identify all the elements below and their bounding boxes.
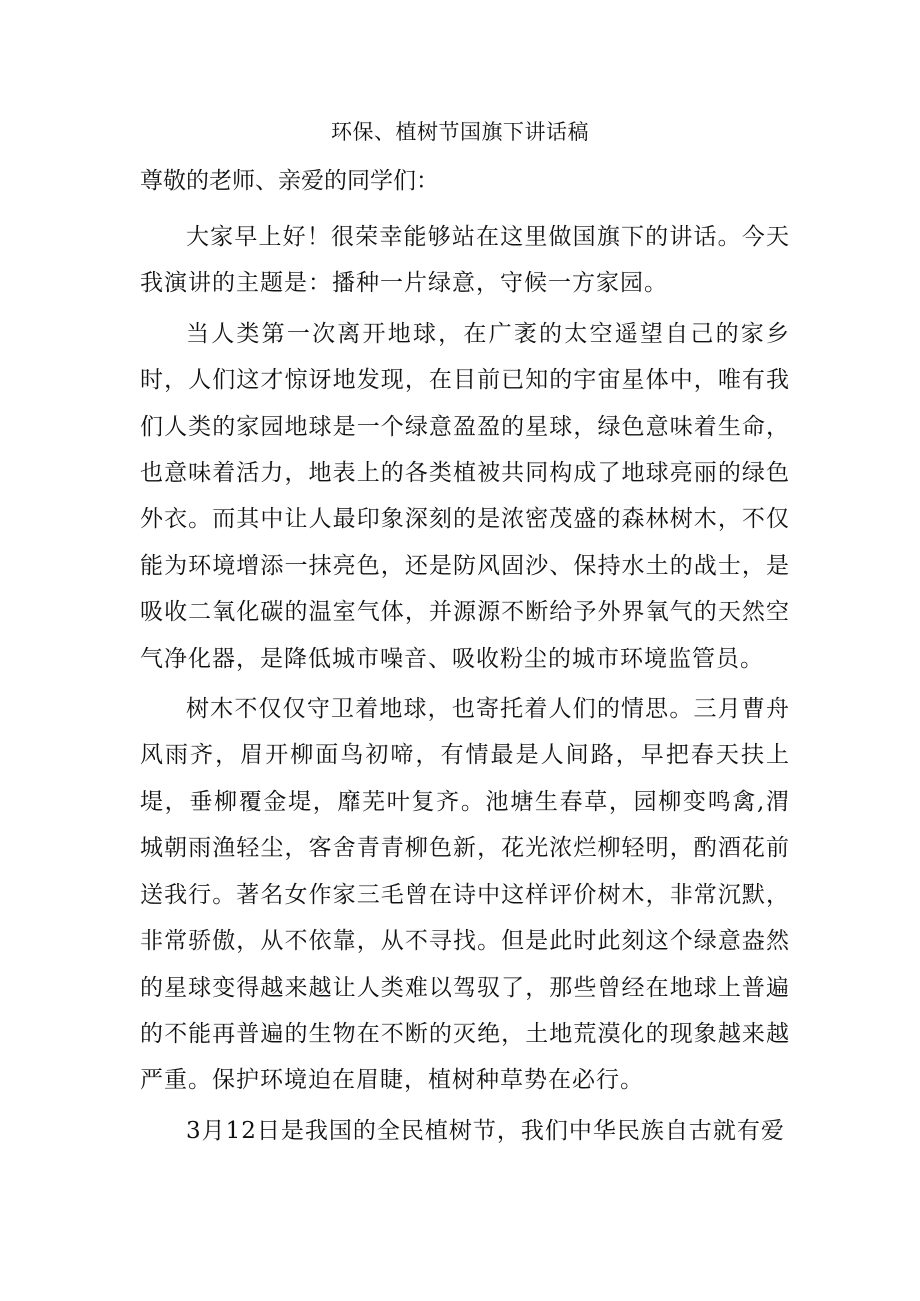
document-body: [140, 158, 790, 1154]
paragraph-greeting: 大家早上好！很荣幸能够站在这里做国旗下的讲话。今天我演讲的主题是：播种一片绿意，守候一方家园。: [140, 224, 790, 297]
salutation: 尊敬的老师、亲爱的同学们：: [140, 168, 439, 194]
paragraph-green-earth: 当人类第一次离开地球，在广袤的太空遥望自己的家乡时，人们这才惊讶地发现，在目前已知的宇宙星体中，唯有我们人类的家园地球是一个绿意盈盈的星球，绿色意味着生命，也意味着活力，地表上的各类植被共同构成了地球亮丽的绿色外衣。而其中让人最印象深刻的是浓密茂盛的森林树木，不仅能为环境增添一抹亮色，还是防风固沙、保持水土的战士，是吸收二氧化碳的温室气体，并源源不断给予外界氧气的天然空气净化器，是降低城市噪音、吸收粉尘的城市环境监管员。: [140, 320, 790, 672]
paragraph-arbor-day: 3月12日是我国的全民植树节，我们中华民族自古就有爱: [186, 1117, 785, 1144]
document-title: 环保、植树节国旗下讲话稿: [331, 120, 589, 144]
paragraph-trees-sentiment: 树木不仅仅守卫着地球，也寄托着人们的情思。三月曹舟风雨齐，眉开柳面鸟初啼，有情最是人间路，早把春天扶上堤，垂柳覆金堤，靡芜叶复齐。池塘生春草，园柳变鸣禽,渭城朝雨渔轻尘，客舍青青柳色新，花光浓烂柳轻明，酌酒花前送我行。著名女作家三毛曾在诗中这样评价树木，非常沉默，非常骄傲，从不依靠，从不寻找。但是此时此刻这个绿意盎然的星球变得越来越让人类难以驾驭了，那些曾经在地球上普遍的不能再普遍的生物在不断的灭绝，土地荒漠化的现象越来越严重。保护环境迫在眉睫，植树种草势在必行。: [140, 696, 790, 1094]
